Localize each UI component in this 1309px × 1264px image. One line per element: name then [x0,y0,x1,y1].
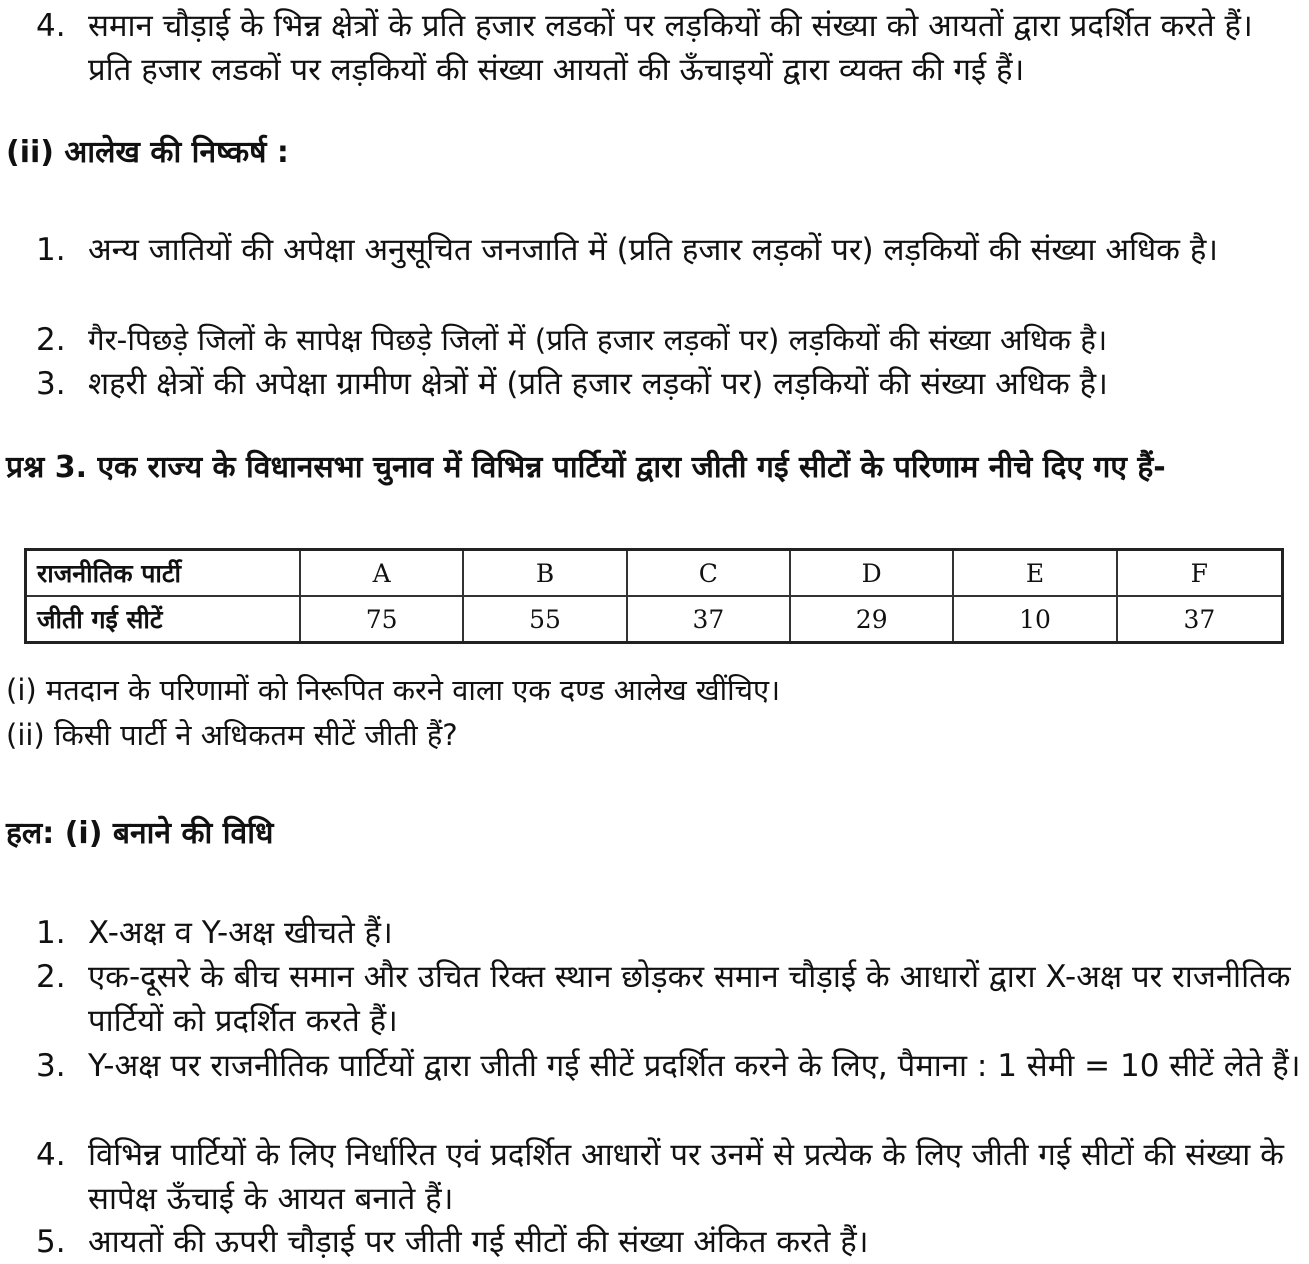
table-cell: 37 [627,596,790,643]
list-item-text: गैर-पिछड़े जिलों के सापेक्ष पिछड़े जिलों में (प्रति हजार लड़कों पर) लड़कियों की संख्या अधिक है। [88,323,1108,357]
list-item [36,4,1304,92]
step-item [36,955,1304,1043]
table-cell: 37 [1117,596,1283,643]
table-cell: 29 [790,596,953,643]
list-item-number: 1. [36,232,66,268]
table-cell: 10 [953,596,1116,643]
list-item-number: 3. [36,1048,66,1084]
list-item-text: Y-अक्ष पर राजनीतिक पार्टियों द्वारा जीती गई सीटें प्रदर्शित करने के लिए, पैमाना : 1 सेमी = 10 सीटें लेते हैं। [88,1048,1301,1084]
table-row [26,596,1283,643]
table-cell: E [953,550,1116,597]
table-cell: F [1117,550,1283,597]
table-cell: A [300,550,463,597]
step-item [36,1220,1304,1264]
list-item-text: विभिन्न पार्टियों के लिए निर्धारित एवं प्रदर्शित आधारों पर उनमें से प्रत्येक के लिए जीती गई सीटों की संख्या के सापेक्ष ऊँचाई के आयत बनाते हैं। [88,1137,1284,1217]
table-cell: B [463,550,626,597]
list-item-number: 1. [36,915,66,951]
list-item-number: 4. [36,8,66,44]
step-item [36,1133,1304,1221]
list-item-text: एक-दूसरे के बीच समान और उचित रिक्त स्थान छोड़कर समान चौड़ाई के आधारों द्वारा X-अक्ष पर राजनीतिक पार्टियों को प्रदर्शित करते हैं। [88,959,1291,1039]
list-item-number: 3. [36,366,66,402]
question-heading: प्रश्न 3. एक राज्य के विधानसभा चुनाव में विभिन्न पार्टियों द्वारा जीती गई सीटों के परिणाम नीचे दिए गए हैं- [6,450,1166,485]
seats-table [24,548,1284,644]
sub-question: (ii) किसी पार्टी ने अधिकतम सीटें जीती हैं? [6,718,458,752]
conclusion-item [36,362,1304,406]
list-item-text: आयतों की ऊपरी चौड़ाई पर जीती गई सीटों की संख्या अंकित करते हैं। [88,1224,869,1260]
list-item-number: 2. [36,959,66,995]
list-item-text: X-अक्ष व Y-अक्ष खीचते हैं। [88,915,393,951]
list-item-number: 2. [36,322,66,358]
conclusion-item [36,318,1304,362]
conclusion-item [36,228,1304,272]
list-item-text: अन्य जातियों की अपेक्षा अनुसूचित जनजाति में (प्रति हजार लड़कों पर) लड़कियों की संख्या अधिक है। [88,232,1219,268]
list-item-text: शहरी क्षेत्रों की अपेक्षा ग्रामीण क्षेत्रों में (प्रति हजार लड़कों पर) लड़कियों की संख्या अधिक है। [88,366,1108,402]
sub-question: (i) मतदान के परिणामों को निरूपित करने वाला एक दण्ड आलेख खींचिए। [6,673,781,707]
table-row-label: राजनीतिक पार्टी [26,550,301,597]
table-row-label: जीती गई सीटें [26,596,301,643]
step-item [36,1044,1304,1088]
table-cell: D [790,550,953,597]
list-item-text: समान चौड़ाई के भिन्न क्षेत्रों के प्रति हजार लडकों पर लड़कियों की संख्या को आयतों द्वारा प्रदर्शित करते हैं। प्रति हजार लडकों पर लड़कियों की संख्या आयतों की ऊँचाइयों द्वारा व्यक्त की गई हैं। [88,8,1253,88]
step-item [36,911,1304,955]
table-cell: C [627,550,790,597]
table-row [26,550,1283,597]
list-item-number: 5. [36,1224,66,1260]
solution-heading: हल: (i) बनाने की विधि [6,816,274,851]
table-cell: 55 [463,596,626,643]
table-cell: 75 [300,596,463,643]
conclusion-heading: (ii) आलेख की निष्कर्ष : [6,135,289,170]
list-item-number: 4. [36,1137,66,1173]
